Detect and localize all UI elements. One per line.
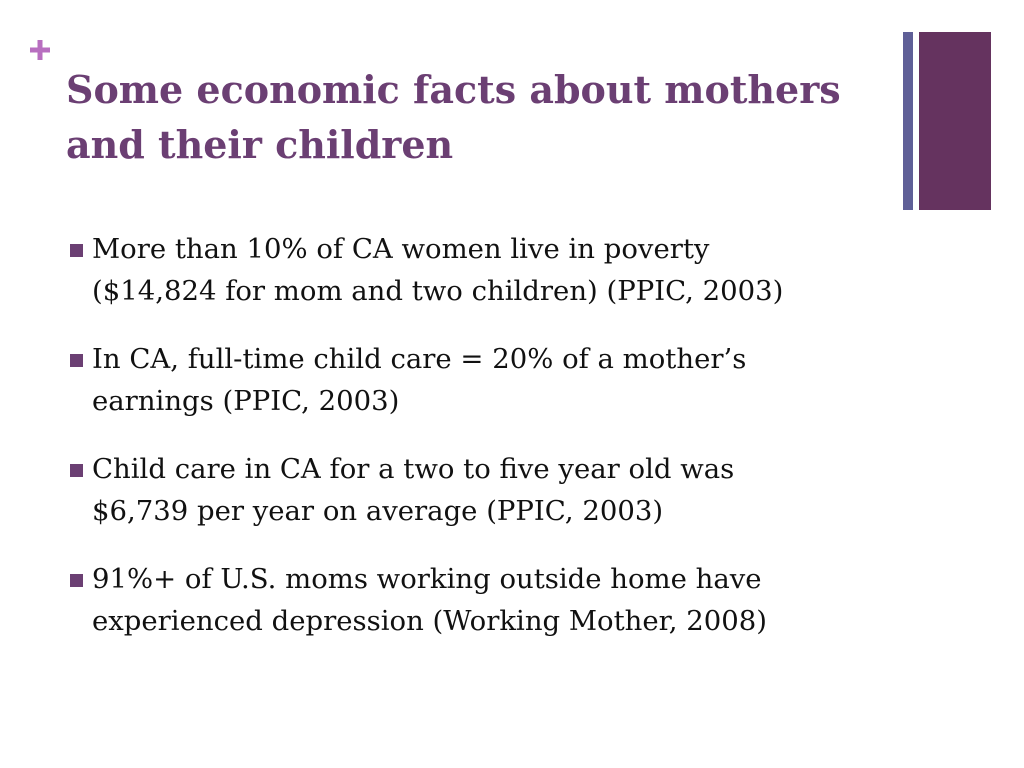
- bullet-text-line: $6,739 per year on average (PPIC, 2003): [92, 495, 664, 527]
- plus-icon: [28, 38, 52, 62]
- slide-title-line-2: and their children: [66, 122, 454, 167]
- decorative-bar-thick: [919, 32, 991, 210]
- square-bullet-icon: [70, 354, 83, 367]
- bullet-text-line: In CA, full-time child care = 20% of a mother’s: [92, 343, 747, 375]
- bullet-text-line: ($14,824 for mom and two children) (PPIC, 2003): [92, 275, 784, 307]
- decorative-bar-thin: [903, 32, 913, 210]
- bullet-text-line: earnings (PPIC, 2003): [92, 385, 400, 417]
- slide-title: [66, 62, 896, 172]
- square-bullet-icon: [70, 464, 83, 477]
- bullet-item: [66, 228, 896, 312]
- bullet-item: [66, 448, 896, 532]
- slide-title-line-1: Some economic facts about mothers: [66, 67, 841, 112]
- square-bullet-icon: [70, 244, 83, 257]
- bullet-text-line: experienced depression (Working Mother, 2008): [92, 605, 767, 637]
- bullet-item: [66, 338, 896, 422]
- bullet-list: [66, 228, 896, 668]
- bullet-item: [66, 558, 896, 642]
- bullet-text-line: More than 10% of CA women live in poverty: [92, 233, 710, 265]
- bullet-text-line: 91%+ of U.S. moms working outside home have: [92, 563, 762, 595]
- bullet-text-line: Child care in CA for a two to five year old was: [92, 453, 735, 485]
- square-bullet-icon: [70, 574, 83, 587]
